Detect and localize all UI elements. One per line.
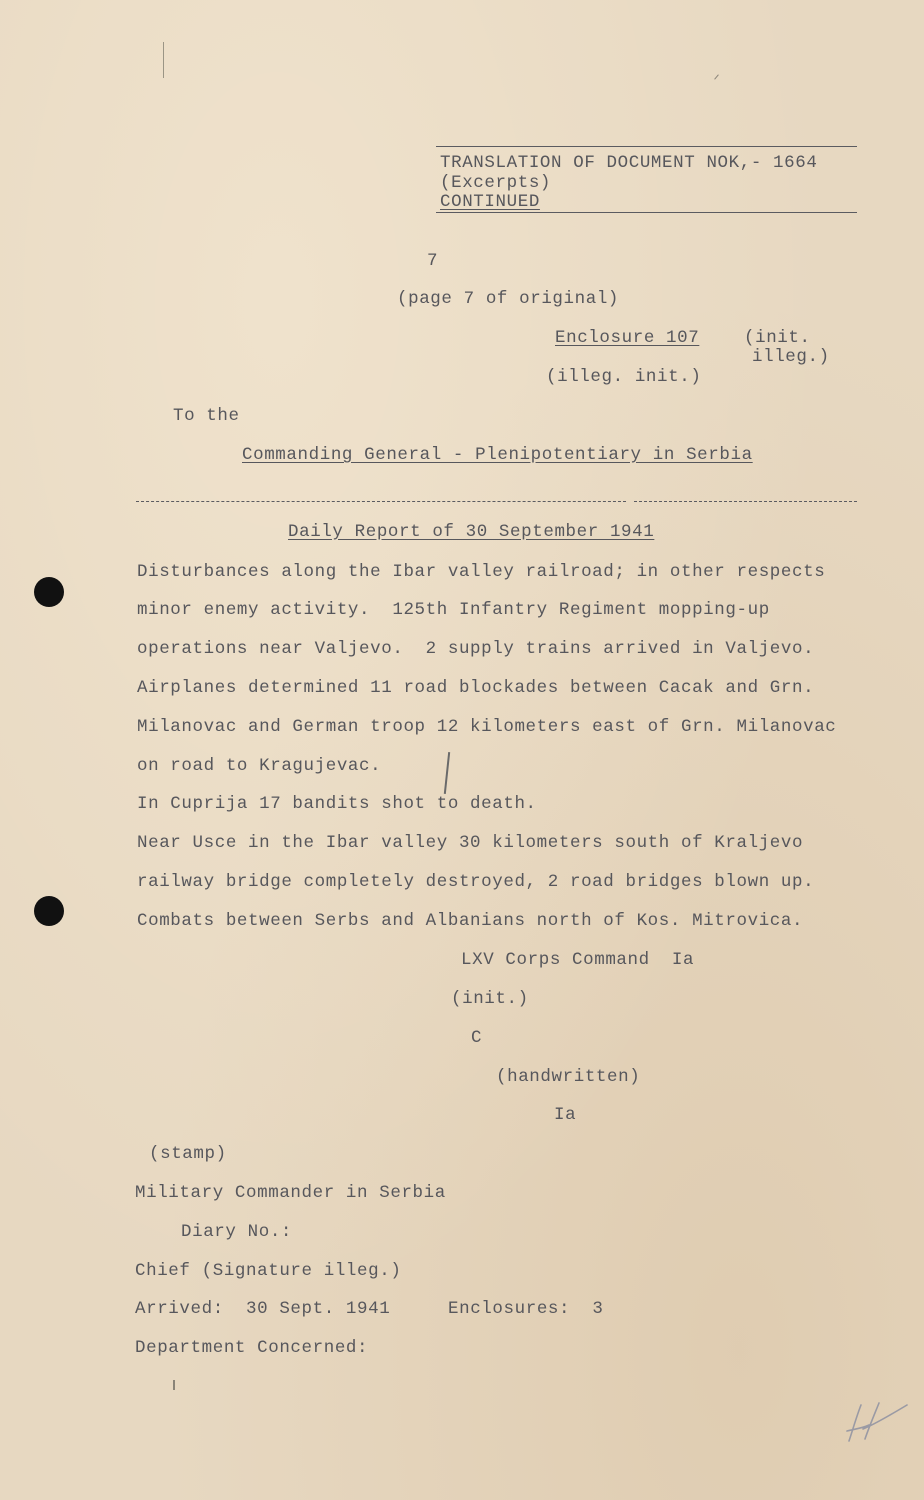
enclosure-illeg-init: (illeg. init.) [546,367,702,387]
enclosure-init-2: illeg.) [752,347,830,367]
header-continued: CONTINUED [440,192,540,212]
stamp-military-commander: Military Commander in Serbia [135,1183,446,1203]
stamp-department: Department Concerned: [135,1338,369,1358]
signature-init: (init.) [451,989,529,1009]
stamp-label: (stamp) [149,1144,227,1164]
page-number: 7 [427,251,439,271]
stamp-enclosures: Enclosures: 3 [448,1299,604,1319]
stamp-chief: Chief (Signature illeg.) [135,1261,402,1281]
enclosure-label: Enclosure 107 [555,328,700,348]
header-title: TRANSLATION OF DOCUMENT NOK,- 1664 [440,153,818,173]
separator-left [136,501,626,502]
signature-handwritten: (handwritten) [496,1067,641,1087]
report-line: Combats between Serbs and Albanians north of Kos. Mitrovica. [137,911,804,931]
punch-hole-bottom [34,896,64,926]
pencil-mark [163,42,164,78]
page-of-original: (page 7 of original) [397,289,620,309]
report-line: operations near Valjevo. 2 supply trains arrived in Valjevo. [137,639,815,659]
header-rule-bottom [436,212,857,213]
separator-right [634,501,857,502]
address-recipient: Commanding General - Plenipotentiary in Serbia [242,445,753,465]
report-line: minor enemy activity. 125th Infantry Regiment mopping-up [137,600,770,620]
signature-command: LXV Corps Command Ia [461,950,695,970]
pencil-mark [173,1380,175,1390]
header-rule-top [436,146,857,147]
signature-c: C [471,1028,483,1048]
pencil-mark [444,752,450,794]
stamp-arrived: Arrived: 30 Sept. 1941 [135,1299,391,1319]
report-line: Near Usce in the Ibar valley 30 kilometers south of Kraljevo [137,833,804,853]
report-title: Daily Report of 30 September 1941 [288,522,655,542]
report-line: In Cuprija 17 bandits shot to death. [137,794,537,814]
header-excerpts: (Excerpts) [440,173,552,193]
enclosure-init-1: (init. [744,328,811,348]
punch-hole-top [34,577,64,607]
handwritten-initials [835,1395,915,1455]
address-to: To the [173,406,240,426]
report-line: railway bridge completely destroyed, 2 road bridges blown up. [137,872,815,892]
signature-ia: Ia [554,1105,577,1125]
report-line: Airplanes determined 11 road blockades between Cacak and Grn. [137,678,815,698]
stamp-diary-no: Diary No.: [181,1222,293,1242]
report-line: Milanovac and German troop 12 kilometers east of Grn. Milanovac [137,717,837,737]
pencil-mark [714,74,719,79]
report-line: Disturbances along the Ibar valley railroad; in other respects [137,562,826,582]
report-line: on road to Kragujevac. [137,756,382,776]
